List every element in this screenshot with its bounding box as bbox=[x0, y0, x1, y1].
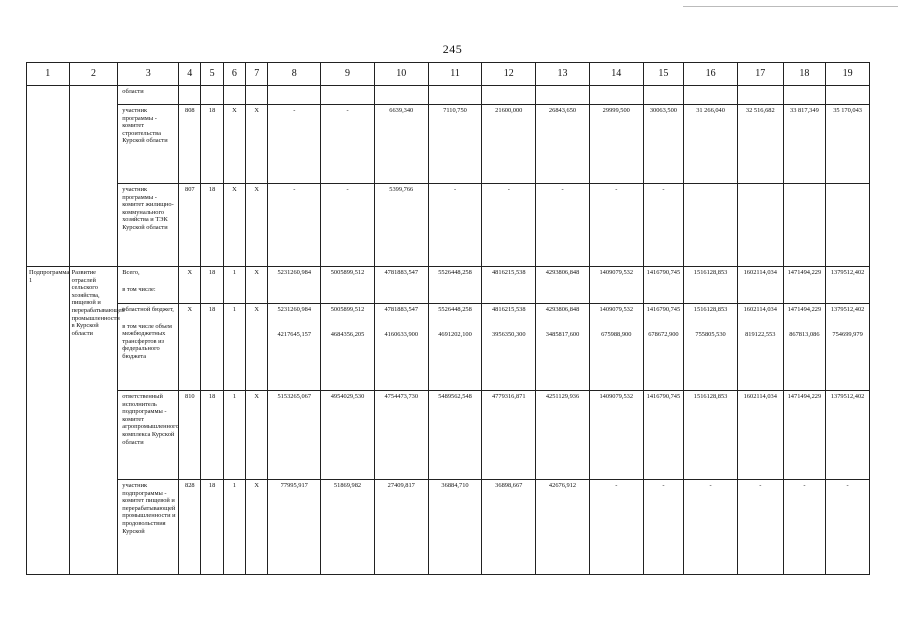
header-cell: 9 bbox=[321, 63, 375, 86]
value-cell bbox=[684, 184, 738, 267]
subprogram-name-cell: Развитие отраслей сельского хозяйства, пищевой и перерабатывающей промышленности в Курской области bbox=[69, 267, 118, 575]
value-line: 4816215,538 bbox=[491, 306, 526, 313]
header-cell: 6 bbox=[223, 63, 245, 86]
header-cell: 11 bbox=[428, 63, 482, 86]
code-cell: 1 bbox=[223, 304, 245, 391]
value-cell: 4954029,530 bbox=[321, 391, 375, 480]
code-cell: 18 bbox=[201, 184, 223, 267]
value-cell: 5231260,984 bbox=[268, 267, 321, 304]
table-row-area-continued bbox=[27, 86, 870, 105]
value-cell: 5489562,548 bbox=[428, 391, 482, 480]
header-cell: 8 bbox=[268, 63, 321, 86]
value-cell: 1416790,745 bbox=[643, 391, 684, 480]
value-cell bbox=[374, 304, 428, 391]
header-cell: 19 bbox=[826, 63, 870, 86]
oblast-budget-label: областной бюджет, bbox=[122, 306, 174, 313]
value-cell bbox=[783, 304, 826, 391]
value-cell bbox=[589, 304, 643, 391]
value-cell: 1516128,853 bbox=[684, 391, 738, 480]
subprogram-label-cell: Подпрограмма 1 bbox=[27, 267, 70, 575]
value-line: 1409079,532 bbox=[599, 306, 634, 313]
code-cell: Х bbox=[246, 304, 268, 391]
federal-value-line: 819122,553 bbox=[745, 330, 776, 338]
page-number: 245 bbox=[442, 42, 463, 56]
code-cell: Х bbox=[246, 391, 268, 480]
federal-value-line: 678672,900 bbox=[648, 330, 679, 338]
code-cell: 1 bbox=[223, 267, 245, 304]
header-cell: 4 bbox=[179, 63, 201, 86]
federal-transfers-label: в том числе объем межбюджетных трансфертов из федерального бюджета bbox=[122, 322, 172, 360]
value-line: 1602114,034 bbox=[743, 306, 777, 313]
header-cell: 1 bbox=[27, 63, 70, 86]
value-cell: 1602114,034 bbox=[737, 391, 783, 480]
code-cell: Х bbox=[246, 184, 268, 267]
description-cell: ответственный исполнитель подпрограммы - комитет агропромышленного комплекса Курской области bbox=[118, 391, 179, 480]
value-cell: - bbox=[536, 184, 590, 267]
description-cell: участник подпрограммы - комитет пищевой и перерабатывающей промышленности и продовольствия Курской bbox=[118, 480, 179, 575]
value-cell: - bbox=[428, 184, 482, 267]
value-cell: 4816215,538 bbox=[482, 267, 536, 304]
value-cell: 1409079,532 bbox=[589, 391, 643, 480]
value-cell bbox=[826, 184, 870, 267]
value-cell: 33 817,349 bbox=[783, 105, 826, 184]
code-cell: 18 bbox=[201, 105, 223, 184]
value-cell bbox=[643, 304, 684, 391]
value-cell: 4779316,871 bbox=[482, 391, 536, 480]
value-cell: 1379512,402 bbox=[826, 267, 870, 304]
table-row-responsible-agro bbox=[27, 391, 870, 480]
value-cell: 5005899,512 bbox=[321, 267, 375, 304]
value-line: 1416790,745 bbox=[646, 306, 681, 313]
value-cell: 1602114,034 bbox=[737, 267, 783, 304]
value-cell bbox=[482, 304, 536, 391]
description-cell: области bbox=[118, 86, 179, 105]
value-cell: - bbox=[268, 105, 321, 184]
value-cell: 1471494,229 bbox=[783, 267, 826, 304]
header-row bbox=[27, 63, 870, 86]
value-cell: - bbox=[684, 480, 738, 575]
value-cell: 4251129,936 bbox=[536, 391, 590, 480]
value-cell: 42676,912 bbox=[536, 480, 590, 575]
header-cell: 15 bbox=[643, 63, 684, 86]
value-line: 4781883,547 bbox=[384, 306, 419, 313]
table-row-participant-food bbox=[27, 480, 870, 575]
table-row-committee-construction bbox=[27, 105, 870, 184]
value-cell: - bbox=[589, 184, 643, 267]
description-cell bbox=[118, 304, 179, 391]
value-cell: 5153265,067 bbox=[268, 391, 321, 480]
federal-value-line: 4160633,900 bbox=[384, 330, 419, 338]
code-cell: 18 bbox=[201, 391, 223, 480]
code-cell: 1 bbox=[223, 391, 245, 480]
total-sublabel: в том числе: bbox=[122, 285, 156, 293]
value-cell: - bbox=[321, 184, 375, 267]
code-cell: 828 bbox=[179, 480, 201, 575]
blank-cell bbox=[27, 86, 70, 267]
value-cell: 4293806,848 bbox=[536, 267, 590, 304]
federal-value-line: 4691202,100 bbox=[438, 330, 472, 338]
value-line: 5005899,512 bbox=[330, 306, 365, 313]
value-line: 1516128,853 bbox=[693, 306, 728, 313]
code-cell: 18 bbox=[201, 267, 223, 304]
value-cell: - bbox=[589, 480, 643, 575]
value-cell: - bbox=[482, 184, 536, 267]
code-cell: Х bbox=[179, 267, 201, 304]
value-cell: - bbox=[826, 480, 870, 575]
value-cell: 36884,710 bbox=[428, 480, 482, 575]
value-cell bbox=[684, 304, 738, 391]
value-cell: 7110,750 bbox=[428, 105, 482, 184]
value-cell: 1409079,532 bbox=[589, 267, 643, 304]
value-cell: - bbox=[643, 184, 684, 267]
value-cell: 32 516,682 bbox=[737, 105, 783, 184]
header-cell: 16 bbox=[684, 63, 738, 86]
code-cell: 808 bbox=[179, 105, 201, 184]
federal-value-line: 867813,086 bbox=[789, 330, 820, 338]
description-cell: участник программы - комитет строительства Курской области bbox=[118, 105, 179, 184]
header-cell: 12 bbox=[482, 63, 536, 86]
value-cell bbox=[783, 184, 826, 267]
table-row-oblast-budget bbox=[27, 304, 870, 391]
header-cell: 5 bbox=[201, 63, 223, 86]
value-cell: 1416790,745 bbox=[643, 267, 684, 304]
header-cell: 2 bbox=[69, 63, 118, 86]
code-cell: Х bbox=[223, 184, 245, 267]
federal-value-line: 754699,979 bbox=[832, 330, 863, 338]
header-cell: 17 bbox=[737, 63, 783, 86]
value-line: 5526448,258 bbox=[438, 306, 472, 313]
value-cell: - bbox=[321, 105, 375, 184]
federal-value-line: 4217645,157 bbox=[277, 330, 312, 338]
code-cell: Х bbox=[246, 480, 268, 575]
value-cell: 29999,500 bbox=[589, 105, 643, 184]
code-cell: Х bbox=[179, 304, 201, 391]
value-cell: 1379512,402 bbox=[826, 391, 870, 480]
value-cell: 35 170,043 bbox=[826, 105, 870, 184]
value-cell bbox=[536, 304, 590, 391]
value-cell bbox=[428, 304, 482, 391]
header-cell: 14 bbox=[589, 63, 643, 86]
header-cell: 7 bbox=[246, 63, 268, 86]
value-cell: 5526448,258 bbox=[428, 267, 482, 304]
header-cell: 3 bbox=[118, 63, 179, 86]
description-cell bbox=[118, 267, 179, 304]
value-line: 4293806,848 bbox=[545, 306, 580, 313]
value-cell: - bbox=[643, 480, 684, 575]
value-line: 5231260,984 bbox=[277, 306, 312, 313]
header-cell: 10 bbox=[374, 63, 428, 86]
value-cell bbox=[321, 304, 375, 391]
description-cell: участник программы - комитет жилищно-коммунального хозяйства и ТЭК Курской области bbox=[118, 184, 179, 267]
code-cell: 18 bbox=[201, 480, 223, 575]
federal-value-line: 755805,530 bbox=[695, 330, 726, 338]
value-cell: 6639,340 bbox=[374, 105, 428, 184]
value-cell: 1516128,853 bbox=[684, 267, 738, 304]
value-cell: 26843,650 bbox=[536, 105, 590, 184]
federal-value-line: 3485817,600 bbox=[545, 330, 580, 338]
value-line: 1379512,402 bbox=[830, 306, 865, 313]
blank-cell bbox=[69, 86, 118, 267]
value-cell: 1471494,229 bbox=[783, 391, 826, 480]
value-cell: 31 266,040 bbox=[684, 105, 738, 184]
value-cell bbox=[737, 304, 783, 391]
top-rule bbox=[683, 6, 898, 7]
value-cell bbox=[826, 304, 870, 391]
value-cell: 36898,667 bbox=[482, 480, 536, 575]
value-cell bbox=[737, 184, 783, 267]
value-cell: 5399,766 bbox=[374, 184, 428, 267]
value-cell: 77995,917 bbox=[268, 480, 321, 575]
header-cell: 13 bbox=[536, 63, 590, 86]
value-cell: 27409,817 bbox=[374, 480, 428, 575]
budget-table bbox=[26, 62, 870, 575]
value-cell: 30063,500 bbox=[643, 105, 684, 184]
federal-value-line: 3956350,300 bbox=[491, 330, 526, 338]
code-cell: 18 bbox=[201, 304, 223, 391]
code-cell: Х bbox=[246, 267, 268, 304]
value-cell: - bbox=[783, 480, 826, 575]
value-cell: - bbox=[268, 184, 321, 267]
table-row-committee-zhkh bbox=[27, 184, 870, 267]
value-line: 1471494,229 bbox=[787, 306, 822, 313]
code-cell: 1 bbox=[223, 480, 245, 575]
code-cell: Х bbox=[246, 105, 268, 184]
value-cell: 21600,000 bbox=[482, 105, 536, 184]
header-cell: 18 bbox=[783, 63, 826, 86]
code-cell: Х bbox=[223, 105, 245, 184]
code-cell: 807 bbox=[179, 184, 201, 267]
value-cell: 51869,982 bbox=[321, 480, 375, 575]
code-cell: 810 bbox=[179, 391, 201, 480]
table-row-subprogram-total bbox=[27, 267, 870, 304]
federal-value-line: 675988,900 bbox=[601, 330, 632, 338]
value-cell: 4781883,547 bbox=[374, 267, 428, 304]
value-cell bbox=[268, 304, 321, 391]
value-cell: - bbox=[737, 480, 783, 575]
value-cell: 4754473,730 bbox=[374, 391, 428, 480]
total-label: Всего, bbox=[122, 269, 140, 276]
federal-value-line: 4684356,205 bbox=[330, 330, 365, 338]
